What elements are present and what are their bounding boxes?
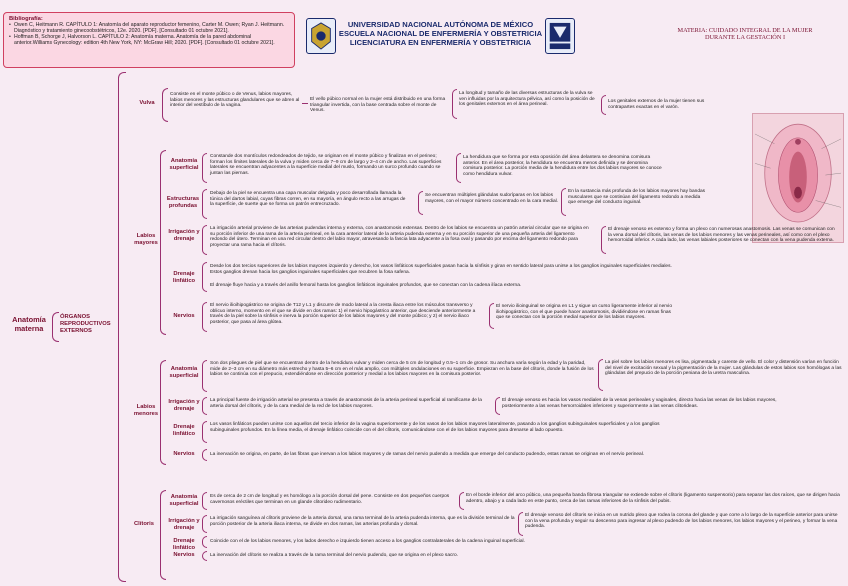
degree-name: LICENCIATURA EN ENFERMERÍA Y OBSTETRICIA xyxy=(349,38,532,47)
cl-anatomia-text-1: Es de cerca de 2 cm de longitud y es homólogo a la porción dorsal del pene. Consiste en dos pequeños cuerpos cavernosos eréctiles que terminan en un glande clitorideo rudimentario. xyxy=(210,494,450,505)
bracket xyxy=(202,262,207,292)
bracket xyxy=(202,421,207,443)
lm-anatomia-label: Anatomía superficial xyxy=(169,158,199,171)
school-name: ESCUELA NACIONAL DE ENFERMERÍA Y OBSTETRICIA xyxy=(338,29,543,38)
organs-bracket xyxy=(118,72,126,582)
lm-irrigacion-label: Irrigación y drenaje xyxy=(168,229,200,242)
bracket xyxy=(489,303,494,329)
bracket xyxy=(202,449,207,461)
subtitle-node: ÓRGANOS REPRODUCTIVOS EXTERNOS xyxy=(60,314,111,334)
bracket xyxy=(202,153,207,183)
lmen-irrigacion-text-1: La principal fuente de irrigación arterial se presenta a través de anastomosis de la arteria perineal superficial al ramificarse de la arteria dorsal del clítoris, y de la cara medial de la red de los labios mayores. xyxy=(210,398,482,409)
bibliography-item: • Hoffman B, Schorge J, Halvorson L. CAPÍTULO 2: Anatomía materna. Anatomía de la pared abdominal anterior.Williams Gynecology: edition 4th New York, NY: McGraw Hill; 2020. [PDF]. [Consultado 01 octubre 2021]. xyxy=(9,34,289,46)
subject-title: MATERIA: CUIDADO INTEGRAL DE LA MUJER DURANTE LA GESTACIÓN I xyxy=(677,27,813,41)
bracket xyxy=(459,492,464,510)
bracket xyxy=(601,226,606,254)
bibliography-item: • Owen C, Heitmann R. CAPÍTULO 1: Anatomía del aparato reproductor femenino, Carter M. Owen; Ryan J. Heitmann. Diagnóstico y tratamiento ginecoobstétricos, 12e. 2020. [PDF]. [Consultado 01 octubre 2021]. xyxy=(9,22,289,34)
lm-drenaje-label: Drenaje linfático xyxy=(172,271,196,284)
bibliography-box xyxy=(3,12,295,68)
vulva-bracket xyxy=(162,88,168,122)
vulva-text-1: Consiste en el monte púbico o de Venus, labios mayores, labios menores y las estructuras glandulares que se abren al interior del vestíbulo de la vagina. xyxy=(170,92,300,109)
bracket xyxy=(452,89,457,119)
lmen-drenaje-text-1: Los vasos linfáticos pueden unirse con aquellos del tercio inferior de la vagina superiormente y de los vasos de los labios mayores lateralmente, pasando a los ganglios subinguinales superficiales y a los ganglios subinguinales profundos. En la línea media, el drenaje linfático coincide con el del clítoris, comunicándose con el de los labios mayores para drenarse al lado opuesto. xyxy=(210,422,660,433)
lm-estructuras-text-1: Debajo de la piel se encuentra una capa muscular delgada y poco desarrollada llamada la túnica del dartos labial, cuyas fibras corren, en su mayoría, en ángulo recto a las arrugas de la superficie, de suerte que se forma un patrón entrecruzado. xyxy=(210,191,406,208)
lmen-anatomia-text-2: La piel sobre los labios menores es lisa, pigmentada y carente de vello. El color y distensión varían en función del nivel de excitación sexual y la pigmentación de la mujer. Las glándulas de estos labios son homólogas a las glándulas del prepucio de la porción peniana de la uretra masculina. xyxy=(605,360,842,377)
bibliography-title: Bibliografía: xyxy=(9,16,43,22)
bracket xyxy=(202,551,207,561)
labios-mayores-label: Labios mayores xyxy=(134,233,158,246)
root-bracket xyxy=(52,312,59,342)
labios-menores-label: Labios menores xyxy=(133,404,159,417)
bracket xyxy=(202,189,207,219)
vulva-text-2: El vello púbico normal en la mujer está distribuido en una forma triangular invertida, con la base centrada sobre el monte de Venus. xyxy=(310,97,446,114)
lm-estructuras-label: Estructuras profundas xyxy=(166,196,200,209)
cl-anatomia-text-2: En el borde inferior del arco púbico, una pequeña banda fibrosa triangular se extiende sobre el clítoris (ligamento suspensorio) para separar las dos raíces, que se dirigen hacia adentro, abajo y a cada lado en este punto, cerca de las ramas inferiores de la sínfisis del pubis. xyxy=(466,493,840,504)
cl-drenaje-text-1: Coincide con el de los labios menores, y los lados derecho e izquierdo tienen acceso a los ganglios contralaterales de la cadena inguinal superficial. xyxy=(210,539,525,544)
clitoris-label: Clítoris xyxy=(134,521,154,527)
lm-nervios-text-1: El nervio ilioihipogástrico se origina de T12 y L1 y discurre de modo lateral a la cresta iliaca entre los músculos transverso y oblicuo interno, momento en el que se divide en dos ramas: 1) el nervio hipogástrico anterior, que desciende anteriormente a través de la piel sobre la sínfisis e inerva la porción superior de los labios mayores y del monte púbico; y 2) el nervio iliaco posterior, que pasa al área glútea. xyxy=(210,303,476,325)
bracket xyxy=(202,536,207,548)
lmen-nervios-label: Nervios xyxy=(173,451,195,457)
cl-drenaje-label: Drenaje linfático xyxy=(172,538,196,551)
lmen-nervios-text-1: La inervación se origina, en parte, de las fibras que inervan a los labios mayores y de ramas del nervio pudendo a medida que emerge del conducto pudendo, estas ramas se originan en el nervio perineal. xyxy=(210,452,645,457)
eneo-logo-icon xyxy=(545,18,575,54)
lm-anatomia-text-1: Constande dos montículos redondeados de tejido, se originan en el monte púbico y finalizan en el perineo; forman los límites laterales de la vulva y miden cerca de 7–9 cm de largo y 2–4 cm de ancho. Las superficies laterales se encuentran adyacentes a la superficie medial del muslo, formando un surco profundo cuando se juntan las piernas. xyxy=(210,154,442,176)
lmen-drenaje-label: Drenaje linfático xyxy=(172,424,196,437)
root-node: Anatomía materna xyxy=(12,315,46,333)
lmen-anatomia-text-1: Son dos pliegues de piel que se encuentran dentro de la hendidura vulvar y miden cerca de 5 cm de longitud y 0.5–1 cm de grosor. Su anchura varía según la edad y la paridad, mide de 2–3 cm en su diámetro más estrecho y hasta 5–6 cm en el más amplio, con múltiples ondulaciones en su superficie. Empiezan en la base del clítoris, donde la fusión de los labios se continúa con el prepucio, extendiéndose en dirección posterior y medial a los labios mayores en la comisura posterior. xyxy=(210,361,594,378)
bracket xyxy=(418,191,423,215)
cl-irrigacion-text-1: La irrigación sanguínea al clítoris proviene de la arteria dorsal, una rama terminal de la arteria pudenda interna, que es la división terminal de la porción posterior de la arteria iliaca interna, se divide en dos ramas, las arterias profunda y dorsal. xyxy=(210,516,515,527)
lm-irrigacion-text-2: El drenaje venoso es extenso y forma un plexo con numerosas anastomosis. Las venas se comunican con la vena dorsal del clítoris, las venas de los labios menores y las venas perineales, así como con el plexo hemorroidal inferior. A cada lado, las venas labiales posteriores se conectan con la vena pudenda externa. xyxy=(608,227,835,244)
labios-mayores-bracket xyxy=(160,150,166,335)
vulva-anatomy-illustration xyxy=(752,113,844,243)
lmen-irrigacion-text-2: El drenaje venoso es hacia los vasos mediales de la venas perineales y vaginales, directo hacia las venas de los labios mayores, posteriormente a las venas hemorroidales inferiores y superiormente a las venas clitorideas. xyxy=(502,398,777,409)
university-name: UNIVERSIDAD NACIONAL AUTÓNOMA DE MÉXICO xyxy=(347,20,534,29)
lm-nervios-text-2: El nervio ilioinguinal se origina en L1 y sigue un curso ligeramente inferior al nervio iliohipogástrico, con el que puede hacer anastomosis, dividiéndose en ramas finas que se conectan con la porción medial superior de los labios mayores. xyxy=(496,304,672,321)
bracket xyxy=(202,397,207,415)
bracket xyxy=(598,359,603,391)
lmen-irrigacion-label: Irrigación y drenaje xyxy=(168,399,200,412)
bracket xyxy=(561,188,566,216)
cl-nervios-text-1: La inervación del clítoris se realiza a través de la rama terminal del nervio pudendo, que se origina en el plexo sacro. xyxy=(210,553,458,558)
vulva-text-4: Los genitales externos de la mujer tienen sus contrapartes exactas en el varón. xyxy=(608,99,705,110)
lm-nervios-label: Nervios xyxy=(173,313,195,319)
bracket xyxy=(202,492,207,510)
cl-anatomia-label: Anatomía superficial xyxy=(169,494,199,507)
lmen-anatomia-label: Anatomía superficial xyxy=(169,366,199,379)
unam-logo-icon xyxy=(306,18,336,54)
cl-nervios-label: Nervios xyxy=(173,552,195,558)
bracket xyxy=(518,512,523,536)
bracket xyxy=(495,397,500,415)
connector xyxy=(302,103,308,104)
bracket xyxy=(456,153,461,183)
cl-irrigacion-text-2: El drenaje venoso del clítoris se inicia en un nutrido plexo que rodea la corona del glande y que corre a lo largo de la superficie anterior para unirse con la vena profunda y seguir su descenso para ingresar al plexo pudendo de los labios menores, los labios mayores y el perineo, y formar la vena pudenda. xyxy=(525,513,838,530)
lm-anatomia-text-2: La hendidura que se forma por esta oposición del área delantera se denomina comisura anterior. En el área posterior, la hendidura se encuentra menos definida y se denomina comisura posterior. La porción media de la hendidura entre los dos labios mayores se conoce como hendidura vulvar. xyxy=(463,155,662,177)
bracket xyxy=(202,225,207,255)
institution-header xyxy=(338,20,543,47)
lm-irrigacion-text-1: La irrigación arterial proviene de las arterias pudendas interna y externa, con anastomosis extensas. Dentro de los labios se encuentra un patrón arterial circular que se origina en su porción inferior de una rama de la arteria perineal, en la cara anterior lateral de la arteria pudenda externa y en su porción superior de una pequeña arteria del ligamento redondo del útero. Terminan en una red circular dentro del labio mayor, atravesando la fascia lata adyacente a la fosa oval y pasando por encima del ligamento redondo para proyectar una rama hacia el clítoris. xyxy=(210,226,589,248)
cl-irrigacion-label: Irrigación y drenaje xyxy=(168,518,200,531)
lm-estructuras-text-2: Se encuentran múltiples glándulas sudoríparas en los labios mayores, con el mayor número concentrado en la cara medial. xyxy=(425,193,559,204)
bracket xyxy=(202,302,207,332)
vulva-text-3: La longitud y tamaño de las diversas estructuras de la vulva se ven influidas por la arquitectura pélvica, así como la posición de los genitales externos en el área perineal. xyxy=(459,91,595,108)
lm-drenaje-text-1: Desde los dos tercios superiores de los labios mayores izquierdo y derecho, los vasos linfáticos superficiales pasan hacia la sínfisis y giran en sentido lateral para unirse a los ganglios inguinales superficiales mediales. Estos ganglios drenan hacia los ganglios inguinales superficiales que recubren la fosa safena. xyxy=(210,264,672,275)
bracket xyxy=(202,360,207,392)
lm-drenaje-text-2: El drenaje fluye hacia y a través del anillo femoral hasta los ganglios linfáticos inguinales profundos, que se conectan con la cadena ilíaca externa. xyxy=(210,283,522,288)
lm-estructuras-text-3: En la sustancia más profunda de los labios mayores hay bandas musculares que se continúan del ligamento redondo a medida que emerge del conducto inguinal. xyxy=(568,189,706,206)
bracket xyxy=(601,95,606,115)
vulva-label: Vulva xyxy=(139,100,155,106)
bracket xyxy=(202,515,207,533)
